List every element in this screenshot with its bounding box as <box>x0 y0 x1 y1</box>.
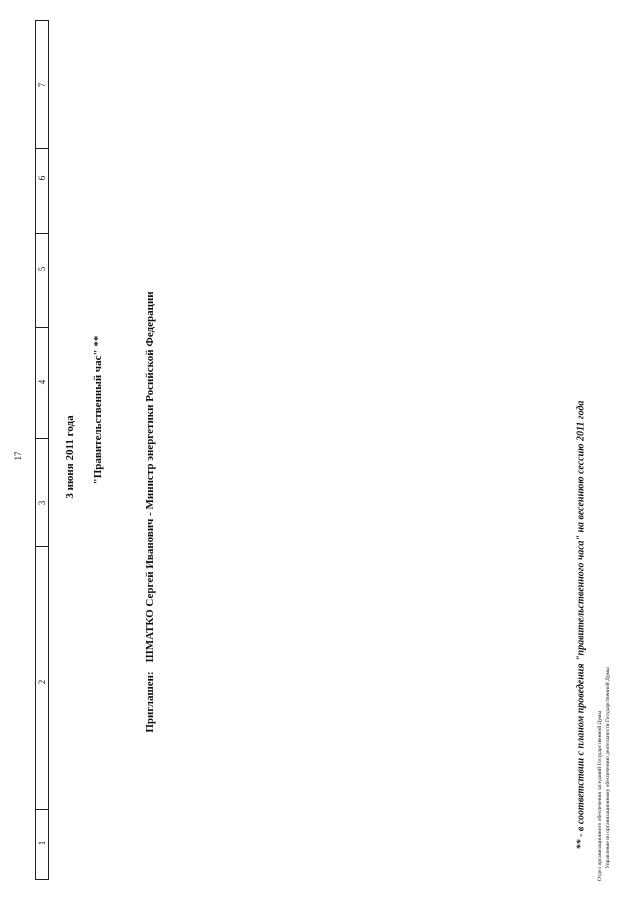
department-line-1: Отдел организационного обеспечения заседаний Государственной Думы <box>597 710 603 882</box>
invited-person: ШМАТКО Сергей Иванович - Министр энергетики Росийской Федерации <box>144 291 156 663</box>
session-format-title: "Правительственный час" ** <box>92 335 104 485</box>
footnote: ** - в соответствии с планом проведения "правительственного часа" на весеннюю сессию 2011 года <box>575 400 587 850</box>
column-divider <box>36 148 48 149</box>
column-divider <box>36 327 48 328</box>
column-divider <box>36 546 48 547</box>
column-divider <box>36 438 48 439</box>
department-line-2: Управление по организационному обеспечению деятельности Государственной Думы <box>605 667 611 869</box>
invited-label: Приглашен: <box>144 671 156 733</box>
column-divider <box>36 809 48 810</box>
session-date: 3 июня 2011 года <box>64 415 76 499</box>
invited-line <box>144 291 156 732</box>
page-number: 17 <box>13 451 23 461</box>
table-header-strip: 1 2 3 4 5 6 7 <box>35 20 49 880</box>
column-divider <box>36 233 48 234</box>
